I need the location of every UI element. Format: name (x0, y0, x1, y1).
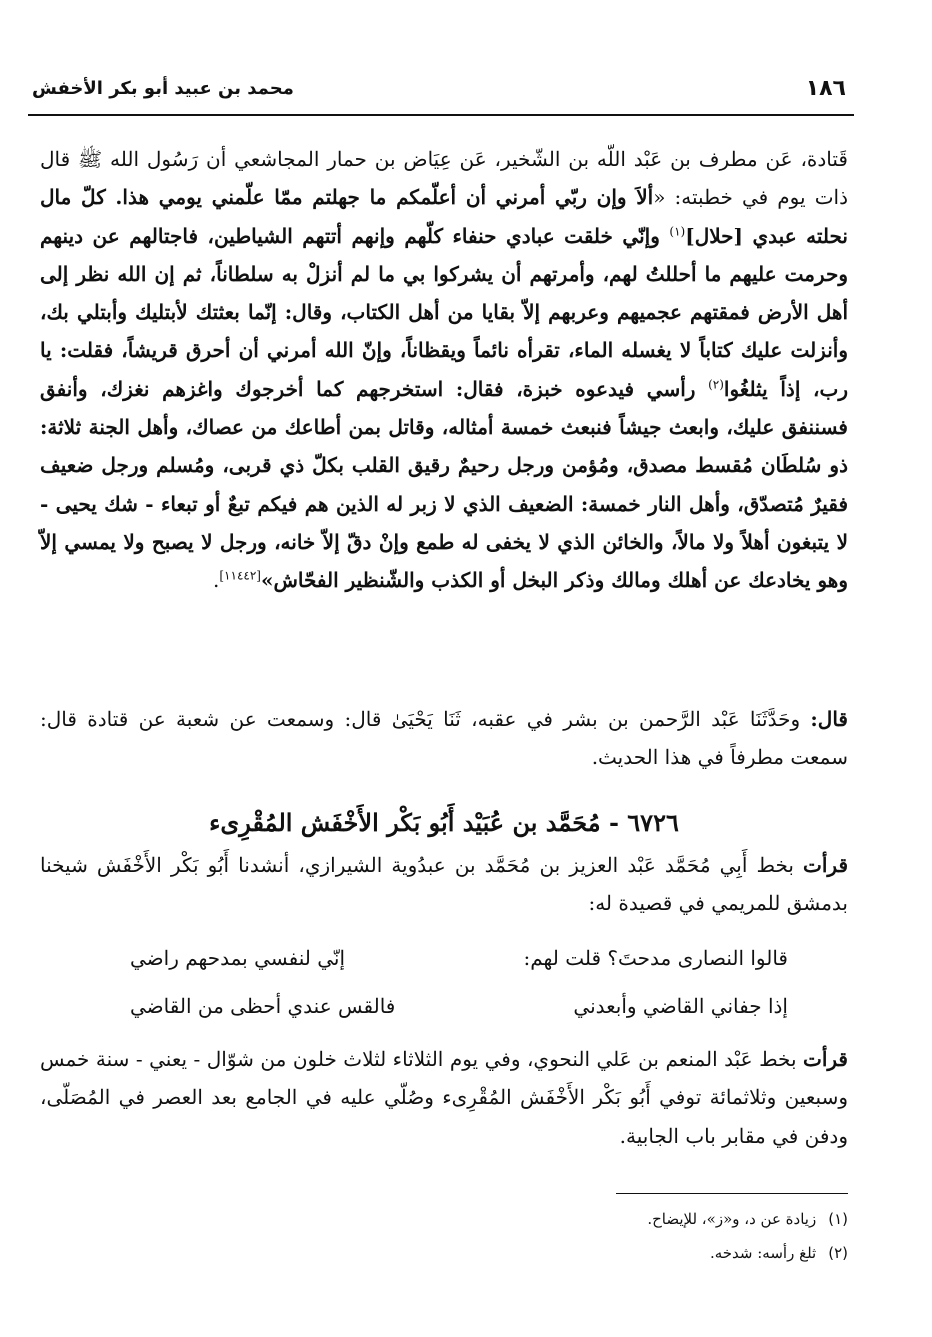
poem-verse (40, 940, 848, 986)
page-number: ١٨٦ (805, 76, 846, 101)
hadith-intro: قَتادة، عَن مطرف بن عَبْد اللّه بن الشّخير، عَن عِيَاض بن حمار المجاشعي أن رَسُول الله ﷺ قال ذات يوم في خطبته: « (40, 147, 848, 210)
entry-paragraph-2 (40, 1040, 848, 1155)
footnotes (40, 1202, 848, 1270)
entry-text-2: بخط عَبْد المنعم بن عَلي النحوي، وفي يوم الثلاثاء لثلاث خلون من شوّال - يعني - سنة خمس وسبعين وثلاثمائة توفي أَبُو بَكْر الأَخْفَش المُقْرِىء وصُلّي عليه في الجامع بعد العصر في المُصَلّى، ودفن في مقابر باب الجابية. (40, 1047, 848, 1148)
header-divider (28, 114, 854, 116)
entry-paragraph-1 (40, 846, 848, 923)
hadith-text-a: ألاَ وإن ربّي أمرني أن أعلّمكم ما جهلتم ممّا علّمني يومي هذا. كلّ مال نحلته عبدي [حلال] (40, 185, 848, 248)
footnote-marker-2[interactable]: (٢) (708, 377, 724, 392)
footnote-number: (٢) (828, 1244, 848, 1262)
footnote-marker-1[interactable]: (١) (669, 223, 686, 238)
chain-text: وحَدَّثَنَا عَبْد الرَّحمن بن بشر في عقبه، ثَنَا يَحْيَىٰ قال: وسمعت عن شعبة عن قتادة قال: سمعت مطرفاً في هذا الحديث. (40, 707, 848, 770)
footnote (40, 1202, 848, 1236)
paragraph-lead-word: قال: (810, 707, 848, 731)
hadith-text-b: وإنّي خلقت عبادي حنفاء كلّهم وإنهم أتتهم الشياطين، فاجتالهم عن دينهم وحرمت عليهم ما أحللتُ لهم، وأمرتهم أن يشركوا بي ما لم أنزلْ به سلطاناً، ثم إن الله نظر إلى أهل الأرض فمقتهم عجميهم وعربهم إلاّ بقايا من أهل الكتاب، وقال: إنّما بعثتك لأبتليك وأبتلي بك، وأنزلت عليك كتاباً لا يغسله الماء، تقرأه نائماً ويقظاناً، وإنّ الله أمرني أن أحرق قريشاً، فقلت: يا رب، إذاً يثلغُوا (40, 223, 848, 401)
page-header (28, 68, 854, 108)
poem-verse (40, 988, 848, 1034)
hadith-end: . (213, 568, 220, 593)
footnote-text: زيادة عن د، و«ز»، للإيضاح. (647, 1210, 817, 1228)
footnote (40, 1236, 848, 1270)
entry-heading: ٦٧٢٦ - مُحَمَّد بن عُبَيْد أَبُو بَكْر الأَخْفَش المُقْرِىء (209, 808, 679, 837)
verse-second-hemistich: إنّي لنفسي بمدحهم راضي (130, 946, 346, 970)
poem (40, 940, 848, 1036)
footnote-text: ثلغ رأسه: شدخه. (709, 1244, 817, 1262)
paragraph-lead-word: قرأت (803, 1047, 848, 1071)
footnote-number: (١) (828, 1210, 848, 1228)
footnote-divider (616, 1193, 848, 1194)
verse-second-hemistich: فالقس عندي أحظى من القاضي (130, 994, 396, 1018)
hadith-reference-number: [١١٤٤٢] (219, 568, 261, 583)
running-title: محمد بن عبيد أبو بكر الأخفش (32, 78, 294, 99)
verse-first-hemistich: إذا جفاني القاضي وأبعدني (573, 994, 788, 1018)
hadith-paragraph (40, 140, 848, 600)
entry-text-1: بخط أَبِي مُحَمَّد عَبْد العزيز بن مُحَمَّد بن عبدُوية الشيرازي، أنشدنا أَبُو بَكْر الأَخْفَش شيخنا بدمشق للمريمي في قصيدة له: (40, 853, 848, 916)
chain-paragraph (40, 700, 848, 777)
hadith-text-c: رأسي فيدعوه خبزة، فقال: استخرجهم كما أخرجوك واغزهم نغزك، وأنفق فسننفق عليك، وابعث جيشاً فنبعث خمسة أمثاله، وقاتل بمن أطاعك من عصاك، وأهل الجنة ثلاثة: ذو سُلطَان مُقسط مصدق، ومُؤمن ورجل رحيمٌ رقيق القلب بكلّ ذي قربى، ومُسلم ورجل ضعيف فقيرٌ مُتصدّق، وأهل النار خمسة: الضعيف الذي لا زبر له الذين هم فيكم تبعٌ أو تبعاء - شك يحيى - لا يتبغون أهلاً ولا مالاً، والخائن الذي لا يخفى له طمع وإنْ دقّ إلاّ خانه، ورجل لا يصبح ولا يمسي إلاّ وهو يخادعك عن أهلك ومالك وذكر البخل أو الكذب والشّنظير الفحّاش» (40, 376, 848, 593)
paragraph-lead-word: قرأت (803, 853, 849, 877)
verse-first-hemistich: قالوا النصارى مدحتَ؟ قلت لهم: (523, 946, 788, 970)
